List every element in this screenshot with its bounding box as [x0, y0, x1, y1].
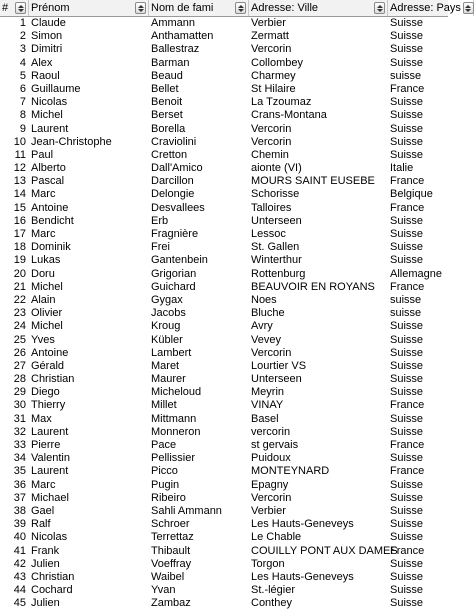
cell-ville[interactable]: St. Gallen	[251, 241, 300, 254]
table-row[interactable]	[0, 241, 448, 254]
cell-index[interactable]: 31	[13, 412, 26, 425]
cell-ville[interactable]: BEAUVOIR EN ROYANS	[251, 280, 375, 293]
cell-index[interactable]: 33	[13, 439, 26, 451]
cell-prenom[interactable]: Lukas	[31, 254, 61, 267]
cell-ville[interactable]: Charmey	[251, 69, 296, 82]
cell-ville[interactable]: St.-légier	[251, 584, 296, 597]
cell-pays[interactable]: Suisse	[390, 373, 424, 386]
cell-prenom[interactable]: Christian	[31, 373, 75, 386]
cell-ville[interactable]: Lourtier VS	[251, 359, 307, 372]
cell-ville[interactable]: Lessoc	[251, 228, 286, 240]
cell-index[interactable]: 3	[19, 43, 26, 56]
cell-nom[interactable]: Beaud	[151, 69, 183, 82]
cell-prenom[interactable]: Julien	[31, 597, 60, 610]
cell-nom[interactable]: Picco	[151, 465, 178, 478]
cell-ville[interactable]: Vevey	[251, 333, 281, 346]
cell-pays[interactable]: France	[390, 439, 425, 451]
cell-nom[interactable]: Monneron	[151, 425, 201, 438]
cell-nom[interactable]: Berset	[151, 109, 183, 122]
cell-ville[interactable]: Torgon	[251, 557, 285, 570]
table-row[interactable]	[0, 531, 448, 544]
column-header-prenom[interactable]	[29, 0, 149, 16]
table-row[interactable]	[0, 373, 448, 386]
cell-nom[interactable]: Pace	[151, 439, 177, 451]
cell-nom[interactable]: Guichard	[151, 280, 196, 293]
table-row[interactable]	[0, 307, 448, 320]
cell-prenom[interactable]: Cochard	[31, 584, 73, 597]
cell-ville[interactable]: Talloires	[251, 201, 292, 214]
column-header-pays-label: Adresse: Pays	[390, 2, 461, 14]
cell-nom[interactable]: Ribeiro	[151, 491, 186, 504]
cell-index[interactable]: 37	[13, 491, 26, 504]
cell-ville[interactable]: Chemin	[251, 148, 289, 161]
cell-prenom[interactable]: Antoine	[31, 201, 69, 214]
table-row[interactable]	[0, 254, 448, 267]
table-row[interactable]	[0, 96, 448, 109]
cell-pays[interactable]: suisse	[390, 307, 422, 320]
table-row[interactable]	[0, 17, 448, 30]
cell-index[interactable]: 34	[13, 452, 26, 465]
cell-pays[interactable]: France	[390, 82, 425, 95]
cell-pays[interactable]: Suisse	[390, 148, 424, 161]
cell-ville[interactable]: Unterseen	[251, 214, 302, 227]
cell-nom[interactable]: Jacobs	[151, 307, 186, 320]
cell-prenom[interactable]: Michael	[31, 491, 69, 504]
cell-pays[interactable]: Suisse	[390, 346, 424, 359]
table-row[interactable]	[0, 162, 448, 175]
cell-prenom[interactable]: Diego	[31, 386, 60, 399]
cell-nom[interactable]: Pugin	[151, 478, 180, 491]
table-row[interactable]	[0, 334, 448, 347]
cell-prenom[interactable]: Paul	[31, 148, 54, 161]
cell-index[interactable]: 44	[13, 584, 26, 597]
cell-prenom[interactable]: Gael	[31, 504, 55, 517]
cell-nom[interactable]: Benoit	[151, 96, 183, 109]
cell-nom[interactable]: Pellissier	[151, 452, 196, 465]
cell-nom[interactable]: Sahli Ammann	[151, 504, 222, 517]
cell-prenom[interactable]: Gérald	[31, 359, 65, 372]
cell-pays[interactable]: Suisse	[390, 452, 424, 465]
cell-prenom[interactable]: Jean-Christophe	[31, 135, 112, 148]
cell-prenom[interactable]: Michel	[31, 280, 63, 293]
cell-nom[interactable]: Terrettaz	[151, 531, 194, 544]
table-row[interactable]	[0, 320, 448, 333]
table-row[interactable]	[0, 202, 448, 215]
cell-index[interactable]: 10	[13, 135, 26, 148]
cell-pays[interactable]: Suisse	[390, 359, 424, 372]
table-row[interactable]	[0, 188, 448, 201]
table-row[interactable]	[0, 413, 448, 426]
cell-pays[interactable]: suisse	[390, 293, 422, 306]
cell-ville[interactable]: Vercorin	[251, 135, 292, 148]
cell-nom[interactable]: Maurer	[151, 373, 186, 386]
cell-index[interactable]: 13	[13, 175, 26, 188]
cell-pays[interactable]: Suisse	[390, 491, 424, 504]
cell-nom[interactable]: Micheloud	[151, 386, 202, 399]
cell-pays[interactable]: Suisse	[390, 478, 424, 491]
cell-ville[interactable]: Bluche	[251, 307, 285, 320]
cell-prenom[interactable]: Pierre	[31, 439, 61, 451]
cell-pays[interactable]: Suisse	[390, 109, 424, 122]
cell-pays[interactable]: Suisse	[390, 531, 424, 544]
cell-index[interactable]: 6	[19, 82, 26, 95]
cell-prenom[interactable]: Antoine	[31, 346, 69, 359]
cell-ville[interactable]: Vercorin	[251, 122, 292, 135]
cell-pays[interactable]: Suisse	[390, 96, 424, 109]
column-header-pays[interactable]	[388, 0, 474, 16]
cell-nom[interactable]: Lambert	[151, 346, 192, 359]
cell-index[interactable]: 40	[13, 531, 26, 544]
cell-index[interactable]: 35	[13, 465, 26, 478]
table-row[interactable]	[0, 426, 448, 439]
table-row[interactable]	[0, 109, 448, 122]
cell-prenom[interactable]: Yves	[31, 333, 55, 346]
cell-pays[interactable]: Suisse	[390, 122, 424, 135]
cell-index[interactable]: 19	[13, 254, 26, 267]
cell-index[interactable]: 29	[13, 386, 26, 399]
cell-prenom[interactable]: Laurent	[31, 425, 69, 438]
cell-nom[interactable]: Kübler	[151, 333, 183, 346]
cell-prenom[interactable]: Ralf	[31, 518, 51, 531]
cell-nom[interactable]: Millet	[151, 399, 177, 412]
cell-prenom[interactable]: Laurent	[31, 465, 69, 478]
cell-pays[interactable]: France	[390, 399, 425, 412]
table-row[interactable]	[0, 492, 448, 505]
table-row[interactable]	[0, 386, 448, 399]
table-row[interactable]	[0, 30, 448, 43]
cell-ville[interactable]: Unterseen	[251, 373, 302, 386]
cell-nom[interactable]: Barman	[151, 56, 190, 69]
cell-index[interactable]: 32	[13, 425, 26, 438]
cell-pays[interactable]: Suisse	[390, 43, 424, 56]
cell-ville[interactable]: Meyrin	[251, 386, 285, 399]
table-row[interactable]	[0, 294, 448, 307]
cell-index[interactable]: 25	[13, 333, 26, 346]
cell-prenom[interactable]: Christian	[31, 570, 75, 583]
cell-index[interactable]: 15	[13, 201, 26, 214]
cell-ville[interactable]: Les Hauts-Geneveys	[251, 518, 354, 531]
cell-nom[interactable]: Desvallees	[151, 201, 205, 214]
cell-prenom[interactable]: Michel	[31, 109, 63, 122]
cell-index[interactable]: 4	[19, 56, 26, 69]
cell-pays[interactable]: Suisse	[390, 254, 424, 267]
cell-pays[interactable]: Suisse	[390, 386, 424, 399]
table-row[interactable]	[0, 597, 448, 610]
table-row[interactable]	[0, 584, 448, 597]
cell-ville[interactable]: Verbier	[251, 504, 286, 517]
cell-nom[interactable]: Yvan	[151, 584, 176, 597]
cell-ville[interactable]: Avry	[251, 320, 273, 333]
table-row[interactable]	[0, 83, 448, 96]
cell-pays[interactable]: Suisse	[390, 504, 424, 517]
cell-nom[interactable]: Schroer	[151, 518, 190, 531]
cell-prenom[interactable]: Frank	[31, 544, 60, 557]
cell-pays[interactable]: Suisse	[390, 333, 424, 346]
table-row[interactable]	[0, 360, 448, 373]
table-body	[0, 17, 448, 610]
cell-prenom[interactable]: Michel	[31, 320, 63, 333]
cell-ville[interactable]: Vercorin	[251, 491, 292, 504]
table-row[interactable]	[0, 228, 448, 241]
table-row[interactable]	[0, 545, 448, 558]
cell-nom[interactable]: Anthamatten	[151, 30, 214, 43]
cell-ville[interactable]: st gervais	[251, 439, 299, 451]
cell-pays[interactable]: France	[390, 175, 425, 188]
cell-nom[interactable]: Darcillon	[151, 175, 194, 188]
cell-ville[interactable]: Verbier	[251, 17, 286, 29]
cell-ville[interactable]: St Hilaire	[251, 82, 296, 95]
table-row[interactable]	[0, 558, 448, 571]
cell-prenom[interactable]: Nicolas	[31, 96, 68, 109]
cell-index[interactable]: 41	[13, 544, 26, 557]
cell-ville[interactable]: Zermatt	[251, 30, 289, 43]
cell-pays[interactable]: France	[390, 465, 425, 478]
column-header-index[interactable]	[0, 0, 29, 16]
cell-ville[interactable]: Puidoux	[251, 452, 291, 465]
cell-index[interactable]: 14	[13, 188, 26, 201]
cell-index[interactable]: 39	[13, 518, 26, 531]
cell-ville[interactable]: Collombey	[251, 56, 303, 69]
cell-ville[interactable]: Les Hauts-Geneveys	[251, 570, 354, 583]
cell-nom[interactable]: Ammann	[151, 17, 196, 29]
cell-index[interactable]: 2	[19, 30, 26, 43]
table-row[interactable]	[0, 175, 448, 188]
cell-ville[interactable]: La Tzoumaz	[251, 96, 312, 109]
cell-index[interactable]: 23	[13, 307, 26, 320]
cell-pays[interactable]: Suisse	[390, 570, 424, 583]
cell-ville[interactable]: Vercorin	[251, 346, 292, 359]
column-header-ville[interactable]	[249, 0, 388, 16]
cell-nom[interactable]: Bellet	[151, 82, 179, 95]
cell-pays[interactable]: Allemagne	[390, 267, 442, 280]
cell-prenom[interactable]: Dimitri	[31, 43, 63, 56]
column-header-nom-label: Nom de fami	[151, 2, 214, 14]
cell-nom[interactable]: Zambaz	[151, 597, 191, 610]
cell-prenom[interactable]: Marc	[31, 228, 56, 240]
cell-ville[interactable]: Schorisse	[251, 188, 300, 201]
cell-index[interactable]: 18	[13, 241, 26, 254]
cell-ville[interactable]: COUILLY PONT AUX DAMES	[251, 544, 398, 557]
cell-ville[interactable]: Noes	[251, 293, 277, 306]
cell-ville[interactable]: vercorin	[251, 425, 291, 438]
cell-nom[interactable]: Delongie	[151, 188, 195, 201]
cell-ville[interactable]: MONTEYNARD	[251, 465, 330, 478]
cell-pays[interactable]: Suisse	[390, 597, 424, 610]
cell-index[interactable]: 1	[19, 17, 26, 29]
cell-ville[interactable]: Epagny	[251, 478, 289, 491]
cell-pays[interactable]: Suisse	[390, 557, 424, 570]
cell-ville[interactable]: aionte (VI)	[251, 162, 302, 175]
table-row[interactable]	[0, 70, 448, 83]
cell-index[interactable]: 11	[14, 148, 26, 161]
cell-pays[interactable]: Suisse	[390, 228, 424, 240]
cell-ville[interactable]: Crans-Montana	[251, 109, 327, 122]
cell-nom[interactable]: Fragnière	[151, 228, 199, 240]
table-row[interactable]	[0, 57, 448, 70]
table-row[interactable]	[0, 571, 448, 584]
cell-pays[interactable]: France	[390, 544, 425, 557]
cell-pays[interactable]: suisse	[390, 69, 422, 82]
cell-prenom[interactable]: Olivier	[31, 307, 63, 320]
cell-nom[interactable]: Cretton	[151, 148, 188, 161]
table-row[interactable]	[0, 505, 448, 518]
column-header-index-label: #	[2, 2, 9, 14]
table-row[interactable]	[0, 347, 448, 360]
cell-prenom[interactable]: Pascal	[31, 175, 65, 188]
cell-pays[interactable]: Suisse	[390, 135, 424, 148]
cell-nom[interactable]: Grigorian	[151, 267, 197, 280]
cell-ville[interactable]: MOURS SAINT EUSEBE	[251, 175, 375, 188]
cell-prenom[interactable]: Raoul	[31, 69, 60, 82]
table-row[interactable]	[0, 43, 448, 56]
cell-pays[interactable]: Suisse	[390, 214, 424, 227]
table-row[interactable]	[0, 439, 448, 452]
cell-index[interactable]: 36	[13, 478, 26, 491]
cell-prenom[interactable]: Claude	[31, 17, 66, 29]
cell-prenom[interactable]: Alain	[31, 293, 56, 306]
cell-pays[interactable]: France	[390, 201, 425, 214]
cell-prenom[interactable]: Dominik	[31, 241, 71, 254]
cell-prenom[interactable]: Laurent	[31, 122, 69, 135]
table-row[interactable]	[0, 215, 448, 228]
cell-nom[interactable]: Kroug	[151, 320, 181, 333]
cell-ville[interactable]: Vercorin	[251, 43, 292, 56]
cell-prenom[interactable]: Marc	[31, 188, 56, 201]
cell-pays[interactable]: Suisse	[390, 518, 424, 531]
cell-index[interactable]: 5	[19, 69, 26, 82]
cell-nom[interactable]: Voeffray	[151, 557, 192, 570]
cell-index[interactable]: 7	[19, 96, 26, 109]
table-row[interactable]	[0, 452, 448, 465]
cell-index[interactable]: 8	[19, 109, 26, 122]
sort-arrows-icon[interactable]	[235, 2, 246, 14]
cell-nom[interactable]: Frei	[151, 241, 170, 254]
sort-arrows-icon[interactable]	[15, 2, 26, 14]
cell-pays[interactable]: Suisse	[390, 584, 424, 597]
cell-index[interactable]: 42	[13, 557, 26, 570]
cell-prenom[interactable]: Julien	[31, 557, 60, 570]
sort-arrows-icon[interactable]	[463, 2, 474, 14]
table-row[interactable]	[0, 149, 448, 162]
table-row[interactable]	[0, 479, 448, 492]
cell-index[interactable]: 45	[13, 597, 26, 610]
cell-index[interactable]: 22	[13, 293, 26, 306]
cell-prenom[interactable]: Nicolas	[31, 531, 68, 544]
cell-ville[interactable]: Basel	[251, 412, 279, 425]
cell-ville[interactable]: Conthey	[251, 597, 292, 610]
cell-index[interactable]: 43	[13, 570, 26, 583]
cell-prenom[interactable]: Max	[31, 412, 52, 425]
column-header-row	[0, 0, 461, 17]
table-row[interactable]	[0, 465, 448, 478]
cell-ville[interactable]: Rottenburg	[251, 267, 306, 280]
cell-nom[interactable]: Gantenbein	[151, 254, 208, 267]
cell-nom[interactable]: Mittmann	[151, 412, 197, 425]
cell-nom[interactable]: Erb	[151, 214, 169, 227]
cell-index[interactable]: 16	[13, 214, 26, 227]
cell-prenom[interactable]: Valentin	[31, 452, 70, 465]
cell-pays[interactable]: Suisse	[390, 412, 424, 425]
cell-index[interactable]: 27	[13, 359, 26, 372]
column-header-nom[interactable]	[149, 0, 249, 16]
cell-prenom[interactable]: Simon	[31, 30, 63, 43]
cell-prenom[interactable]: Alberto	[31, 162, 66, 175]
cell-pays[interactable]: Suisse	[390, 17, 424, 29]
cell-pays[interactable]: Suisse	[390, 241, 424, 254]
cell-nom[interactable]: Borella	[151, 122, 186, 135]
cell-prenom[interactable]: Bendicht	[31, 214, 74, 227]
table-row[interactable]	[0, 268, 448, 281]
cell-prenom[interactable]: Guillaume	[31, 82, 81, 95]
sort-arrows-icon[interactable]	[135, 2, 146, 14]
cell-index[interactable]: 30	[13, 399, 26, 412]
cell-index[interactable]: 12	[13, 162, 26, 175]
column-header-prenom-label: Prénom	[31, 2, 70, 14]
table-row[interactable]	[0, 518, 448, 531]
cell-prenom[interactable]: Marc	[31, 478, 56, 491]
cell-pays[interactable]: Suisse	[390, 425, 424, 438]
cell-nom[interactable]: Waibel	[151, 570, 185, 583]
cell-nom[interactable]: Ballestraz	[151, 43, 200, 56]
cell-pays[interactable]: Belgique	[390, 188, 433, 201]
cell-prenom[interactable]: Thierry	[31, 399, 66, 412]
column-header-ville-label: Adresse: Ville	[251, 2, 319, 14]
cell-prenom[interactable]: Alex	[31, 56, 53, 69]
table-row[interactable]	[0, 123, 448, 136]
cell-prenom[interactable]: Doru	[31, 267, 55, 280]
cell-nom[interactable]: Dall'Amico	[151, 162, 203, 175]
cell-ville[interactable]: Winterthur	[251, 254, 302, 267]
cell-nom[interactable]: Gygax	[151, 293, 183, 306]
cell-pays[interactable]: Italie	[390, 162, 414, 175]
sort-arrows-icon[interactable]	[374, 2, 385, 14]
cell-nom[interactable]: Thibault	[151, 544, 191, 557]
table-row[interactable]	[0, 399, 448, 412]
cell-ville[interactable]: VINAY	[251, 399, 284, 412]
cell-ville[interactable]: Le Chable	[251, 531, 302, 544]
table-row[interactable]	[0, 136, 448, 149]
cell-index[interactable]: 24	[13, 320, 26, 333]
cell-index[interactable]: 9	[19, 122, 26, 135]
cell-pays[interactable]: Suisse	[390, 56, 424, 69]
cell-index[interactable]: 38	[13, 504, 26, 517]
cell-pays[interactable]: France	[390, 280, 425, 293]
cell-pays[interactable]: Suisse	[390, 30, 424, 43]
cell-index[interactable]: 17	[13, 228, 26, 240]
cell-index[interactable]: 28	[13, 373, 26, 386]
cell-pays[interactable]: Suisse	[390, 320, 424, 333]
cell-index[interactable]: 20	[13, 267, 26, 280]
cell-nom[interactable]: Maret	[151, 359, 180, 372]
cell-index[interactable]: 21	[13, 280, 26, 293]
table-row[interactable]	[0, 281, 448, 294]
cell-nom[interactable]: Craviolini	[151, 135, 197, 148]
cell-index[interactable]: 26	[13, 346, 26, 359]
